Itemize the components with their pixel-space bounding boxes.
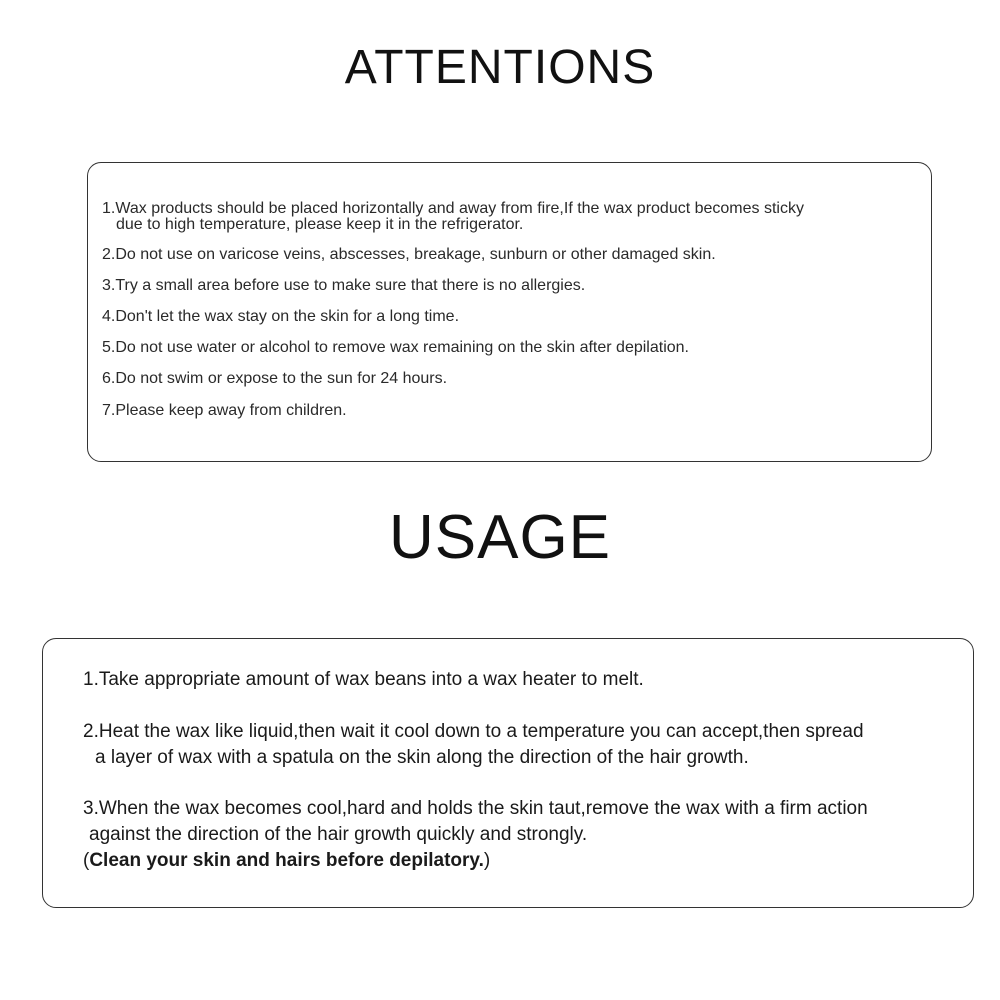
attention-item-4-text: 4.Don't let the wax stay on the skin for a long time. xyxy=(102,308,460,325)
attention-item-3-text: 3.Try a small area before use to make sure that there is no allergies. xyxy=(102,277,586,294)
usage-step-3-line2: against the direction of the hair growth quickly and strongly. xyxy=(89,824,588,845)
attention-item-1-line1: 1.Wax products should be placed horizontally and away from fire,If the wax product becomes sticky xyxy=(102,200,804,217)
attention-item-2 xyxy=(102,247,902,263)
attention-item-2-text: 2.Do not use on varicose veins, abscesses, breakage, sunburn or other damaged skin. xyxy=(102,246,716,263)
usage-step-1 xyxy=(83,667,963,693)
usage-note-bold: Clean your skin and hairs before depilatory. xyxy=(89,850,484,871)
usage-step-1-text: 1.Take appropriate amount of wax beans into a wax heater to melt. xyxy=(83,669,644,690)
usage-list xyxy=(83,667,963,874)
attention-item-5-text: 5.Do not use water or alcohol to remove wax remaining on the skin after depilation. xyxy=(102,339,689,356)
attention-item-1 xyxy=(102,201,902,233)
attention-item-7 xyxy=(102,403,902,419)
usage-step-3 xyxy=(83,796,963,874)
attentions-list xyxy=(102,201,902,419)
attention-item-6 xyxy=(102,371,902,387)
usage-box xyxy=(42,638,974,908)
usage-step-3-line1: 3.When the wax becomes cool,hard and holds the skin taut,remove the wax with a firm action xyxy=(83,798,868,819)
usage-title: USAGE xyxy=(388,503,612,572)
attention-item-4 xyxy=(102,309,902,325)
attention-item-6-text: 6.Do not swim or expose to the sun for 24 hours. xyxy=(102,370,448,387)
usage-step-2 xyxy=(83,719,963,771)
usage-step-2-line1: 2.Heat the wax like liquid,then wait it cool down to a temperature you can accept,then spread xyxy=(83,721,864,742)
attention-item-1-line2: due to high temperature, please keep it in the refrigerator. xyxy=(116,216,524,233)
usage-note-open: ( xyxy=(83,850,90,871)
attentions-title: ATTENTIONS xyxy=(344,41,656,94)
attention-item-7-text: 7.Please keep away from children. xyxy=(102,402,347,419)
usage-note-close: ) xyxy=(483,850,491,871)
attention-item-3 xyxy=(102,278,902,294)
attention-item-5 xyxy=(102,340,902,356)
usage-note xyxy=(83,848,963,874)
usage-step-2-line2: a layer of wax with a spatula on the skin along the direction of the hair growth. xyxy=(95,747,749,768)
attentions-box xyxy=(87,162,932,462)
